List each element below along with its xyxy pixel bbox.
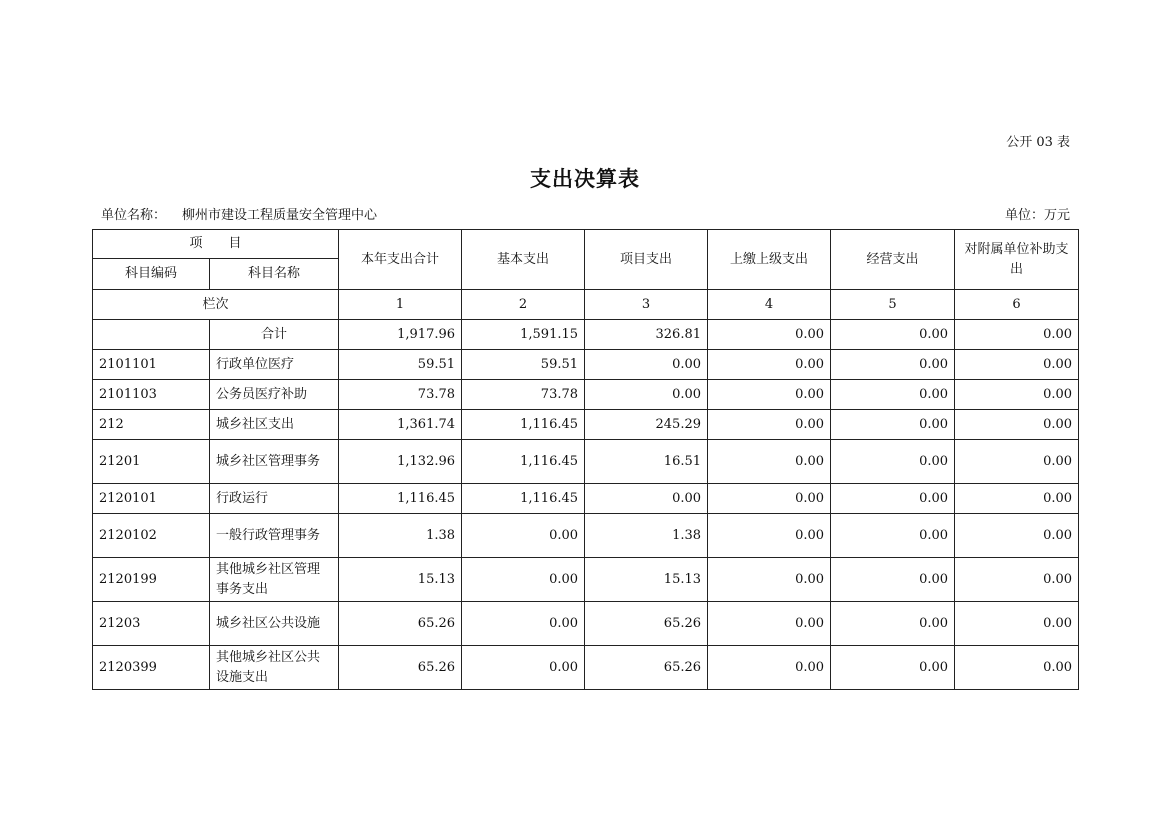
amount-cell: 0.00	[585, 484, 708, 514]
amount-cell: 0.00	[955, 320, 1079, 350]
table-row	[93, 484, 1079, 514]
amount-cell: 0.00	[955, 646, 1079, 690]
amount-cell: 1,132.96	[339, 440, 462, 484]
amount-cell: 1,591.15	[462, 320, 585, 350]
amount-cell: 0.00	[708, 484, 831, 514]
amount-cell: 0.00	[708, 350, 831, 380]
subject-code: 212	[93, 410, 210, 440]
amount-cell: 0.00	[955, 602, 1079, 646]
amount-cell: 0.00	[462, 558, 585, 602]
amount-cell: 0.00	[708, 646, 831, 690]
subject-name: 合计	[210, 320, 339, 350]
amount-cell: 1,917.96	[339, 320, 462, 350]
amount-cell: 0.00	[708, 602, 831, 646]
subject-name: 其他城乡社区管理事务支出	[210, 558, 339, 602]
amount-cell: 1,116.45	[339, 484, 462, 514]
subject-code: 2120101	[93, 484, 210, 514]
col-num: 6	[955, 290, 1079, 320]
amount-cell: 326.81	[585, 320, 708, 350]
header-name: 科目名称	[210, 259, 339, 290]
amount-cell: 73.78	[339, 380, 462, 410]
table-row	[93, 440, 1079, 484]
subject-name: 城乡社区管理事务	[210, 440, 339, 484]
unit-name-value: 柳州市建设工程质量安全管理中心	[182, 208, 378, 223]
amount-cell: 0.00	[955, 380, 1079, 410]
amount-cell: 0.00	[831, 350, 955, 380]
unit-name-label: 单位名称：	[101, 208, 167, 223]
col-num: 3	[585, 290, 708, 320]
amount-cell: 65.26	[339, 602, 462, 646]
amount-cell: 0.00	[462, 514, 585, 558]
unit-name-line	[101, 204, 377, 223]
amount-cell: 1,116.45	[462, 410, 585, 440]
header-project: 项目支出	[585, 230, 708, 290]
header-upper: 上缴上级支出	[708, 230, 831, 290]
col-num: 2	[462, 290, 585, 320]
amount-cell: 0.00	[708, 440, 831, 484]
table-row	[93, 410, 1079, 440]
amount-cell: 16.51	[585, 440, 708, 484]
subject-code: 2120199	[93, 558, 210, 602]
subject-code: 2120399	[93, 646, 210, 690]
table-row	[93, 514, 1079, 558]
amount-cell: 1,116.45	[462, 440, 585, 484]
table-body	[93, 320, 1079, 690]
header-basic: 基本支出	[462, 230, 585, 290]
amount-cell: 0.00	[831, 380, 955, 410]
amount-cell: 0.00	[831, 558, 955, 602]
subject-name: 城乡社区支出	[210, 410, 339, 440]
table-row	[93, 380, 1079, 410]
form-code: 公开 03 表	[1006, 135, 1070, 150]
amount-cell: 1,116.45	[462, 484, 585, 514]
amount-cell: 0.00	[831, 646, 955, 690]
subject-name: 一般行政管理事务	[210, 514, 339, 558]
subject-name: 行政单位医疗	[210, 350, 339, 380]
subject-code: 2101103	[93, 380, 210, 410]
table-header	[93, 230, 1079, 320]
amount-cell: 65.26	[585, 646, 708, 690]
subject-name: 城乡社区公共设施	[210, 602, 339, 646]
amount-cell: 65.26	[339, 646, 462, 690]
amount-cell: 0.00	[955, 514, 1079, 558]
amount-cell: 0.00	[831, 440, 955, 484]
amount-cell: 15.13	[339, 558, 462, 602]
page-title: 支出决算表	[530, 166, 640, 191]
amount-cell: 0.00	[955, 558, 1079, 602]
amount-cell: 15.13	[585, 558, 708, 602]
amount-cell: 0.00	[708, 410, 831, 440]
amount-cell: 0.00	[585, 380, 708, 410]
amount-cell: 0.00	[708, 514, 831, 558]
amount-cell: 0.00	[831, 410, 955, 440]
table-row	[93, 646, 1079, 690]
amount-cell: 0.00	[831, 484, 955, 514]
amount-cell: 0.00	[831, 320, 955, 350]
amount-cell: 0.00	[708, 320, 831, 350]
subject-code: 21203	[93, 602, 210, 646]
subject-name: 其他城乡社区公共设施支出	[210, 646, 339, 690]
amount-cell: 0.00	[708, 380, 831, 410]
col-num: 5	[831, 290, 955, 320]
amount-cell: 0.00	[462, 646, 585, 690]
table-row	[93, 602, 1079, 646]
amount-cell: 0.00	[955, 410, 1079, 440]
amount-cell: 245.29	[585, 410, 708, 440]
subject-code: 21201	[93, 440, 210, 484]
subject-code: 2101101	[93, 350, 210, 380]
total-row	[93, 320, 1079, 350]
col-num: 1	[339, 290, 462, 320]
amount-cell: 0.00	[955, 350, 1079, 380]
amount-cell: 1,361.74	[339, 410, 462, 440]
amount-cell: 1.38	[585, 514, 708, 558]
subject-name: 公务员医疗补助	[210, 380, 339, 410]
col-num: 4	[708, 290, 831, 320]
amount-cell: 0.00	[462, 602, 585, 646]
subject-code: 2120102	[93, 514, 210, 558]
amount-cell: 73.78	[462, 380, 585, 410]
unit-measure: 单位：万元	[1004, 208, 1070, 223]
amount-cell: 65.26	[585, 602, 708, 646]
amount-cell: 0.00	[955, 440, 1079, 484]
amount-cell: 0.00	[831, 602, 955, 646]
amount-cell: 0.00	[708, 558, 831, 602]
table-row	[93, 558, 1079, 602]
amount-cell: 59.51	[462, 350, 585, 380]
header-business: 经营支出	[831, 230, 955, 290]
header-total: 本年支出合计	[339, 230, 462, 290]
expenditure-table	[92, 229, 1079, 690]
header-item: 项 目	[93, 230, 339, 259]
subject-name: 行政运行	[210, 484, 339, 514]
amount-cell: 1.38	[339, 514, 462, 558]
header-code: 科目编码	[93, 259, 210, 290]
header-subsidiary: 对附属单位补助支出	[955, 230, 1079, 290]
amount-cell: 0.00	[955, 484, 1079, 514]
subject-code	[93, 320, 210, 350]
header-column-index: 栏次	[93, 290, 339, 320]
amount-cell: 0.00	[831, 514, 955, 558]
amount-cell: 59.51	[339, 350, 462, 380]
table-row	[93, 350, 1079, 380]
amount-cell: 0.00	[585, 350, 708, 380]
